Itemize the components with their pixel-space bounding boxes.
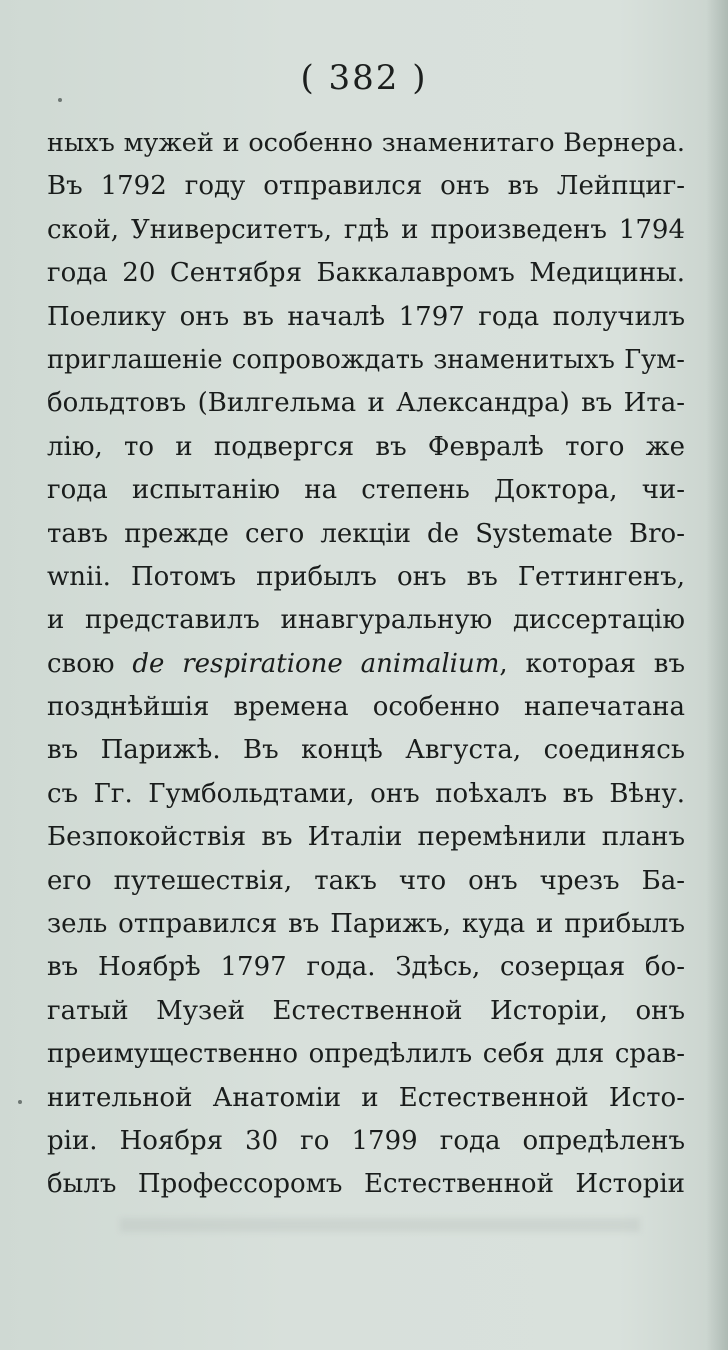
italic-title: de respiratione animalium — [132, 648, 500, 679]
text-line-with-italic — [47, 643, 685, 686]
text-line: съ Гг. Гумбольдтами, онъ поѣхалъ въ Вѣну. — [47, 778, 685, 809]
text-line: лію, то и подвергся въ Февралѣ того же — [47, 431, 685, 462]
text-line: былъ Профессоромъ Естественной Исторіи — [47, 1169, 685, 1200]
text-line: ской, Университетъ, гдѣ и произведенъ 1794 — [47, 214, 685, 245]
page-number: ( 382 ) — [300, 58, 428, 98]
text-line: и представилъ инавгуральную диссертацію — [47, 605, 685, 636]
text-line: больдтовъ (Вилгельма и Александра) въ Ита- — [47, 388, 685, 419]
text-line: позднѣйшія времена особенно напечатана — [47, 692, 685, 723]
text-line: wnii. Потомъ прибылъ онъ въ Геттингенъ, — [47, 561, 685, 592]
text-line: преимущественно опредѣлилъ себя для срав- — [47, 1039, 685, 1070]
text-line: нительной Анатоміи и Естественной Исто- — [47, 1082, 685, 1113]
paper-speck — [58, 98, 62, 102]
text-line: его путешествія, такъ что онъ чрезъ Ба- — [47, 865, 685, 896]
text-line: зель отправился въ Парижъ, куда и прибылъ — [47, 909, 685, 940]
text-segment: , которая въ — [499, 648, 685, 679]
text-line: ныхъ мужей и особенно знаменитаго Вернера. — [47, 128, 685, 158]
text-line: ріи. Ноября 30 го 1799 года опредѣленъ — [47, 1125, 685, 1156]
paper-speck — [18, 1100, 22, 1104]
text-line: Поелику онъ въ началѣ 1797 года получилъ — [47, 301, 685, 332]
body-text — [47, 122, 685, 1207]
text-line: года испытанію на степень Доктора, чи- — [47, 475, 685, 506]
text-line: тавъ прежде сего лекціи de Systemate Bro- — [47, 518, 685, 549]
text-line: года 20 Сентября Баккалавромъ Медицины. — [47, 258, 685, 289]
text-line: въ Ноябрѣ 1797 года. Здѣсь, созерцая бо- — [47, 952, 685, 983]
text-segment: свою — [47, 648, 133, 679]
text-line: Въ 1792 году отправился онъ въ Лейпциг- — [47, 171, 685, 202]
page-edge-shadow — [706, 0, 728, 1350]
text-line: Безпокойствія въ Италіи перемѣнили планъ — [47, 822, 685, 853]
text-line: въ Парижѣ. Въ концѣ Августа, соединясь — [47, 735, 685, 766]
text-line: приглашеніе сопровождать знаменитыхъ Гум- — [47, 344, 685, 375]
ink-bleed-through — [120, 1218, 640, 1232]
text-line: гатый Музей Естественной Исторіи, онъ — [47, 995, 685, 1026]
